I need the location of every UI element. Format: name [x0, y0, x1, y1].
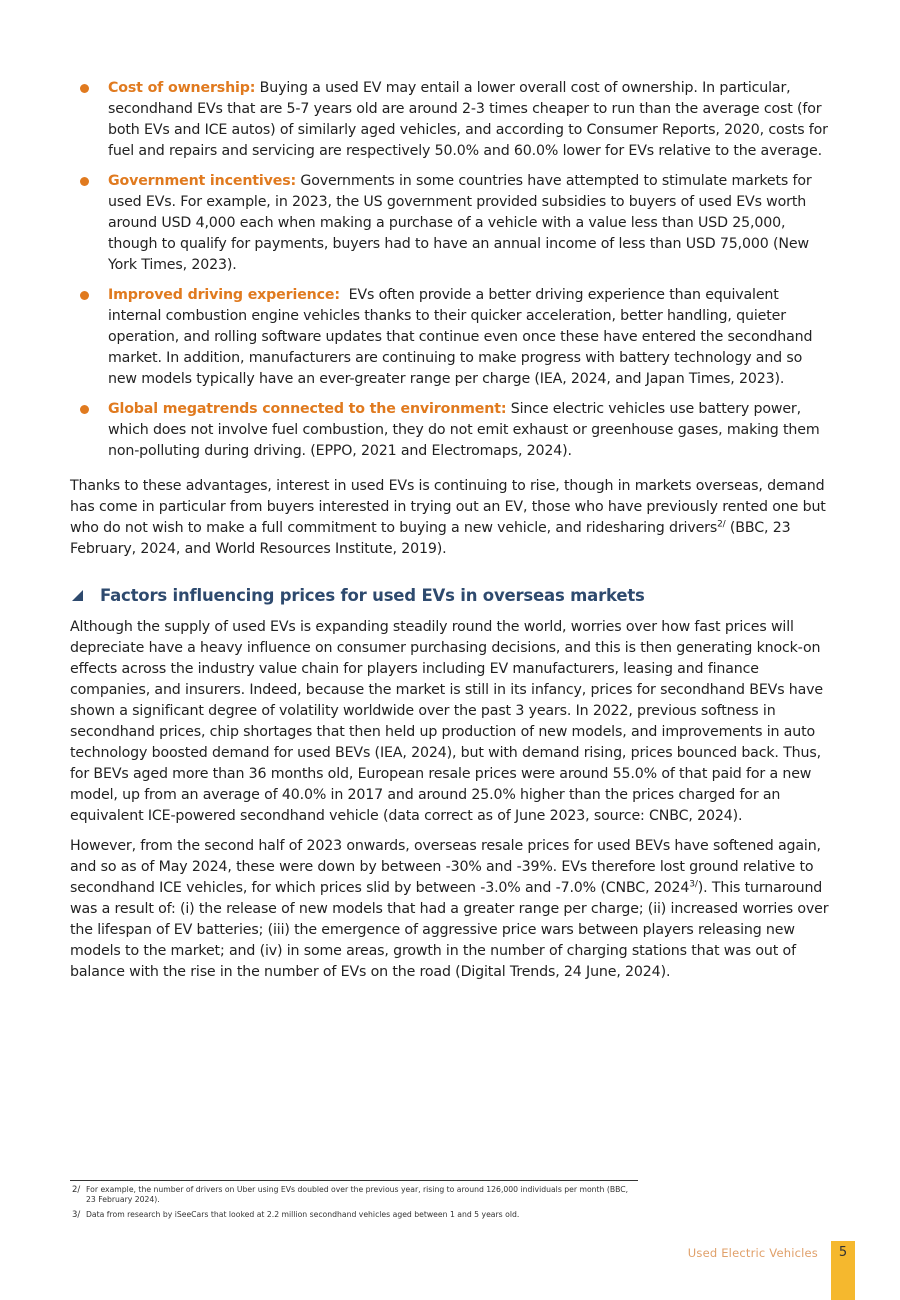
list-item: [70, 285, 832, 390]
bullet-dot-icon: [80, 405, 89, 414]
footnote-text: Data from research by iSeeCars that looked at 2.2 million secondhand vehicles aged between 1 and 5 years old.: [86, 1210, 520, 1219]
footnotes: [70, 1185, 638, 1225]
paragraph-text: Thanks to these advantages, interest in used EVs is continuing to rise, though in markets overseas, demand has come in particular from buyers interested in trying out an EV, those who have previously rented one but who do not wish to make a full commitment to buying a new vehicle, and ridesharing drivers: [70, 478, 826, 536]
footnote-item: [70, 1210, 638, 1220]
bullet-text: Buying a used EV may entail a lower overall cost of ownership. In particular, secondhand EVs that are 5-7 years old are around 2-3 times cheaper to run than the average cost (for both EVs and ICE autos) of similarly aged vehicles, and according to Consumer Reports, 2020, costs for fuel and repairs and servicing are respectively 50.0% and 60.0% lower for EVs relative to the average.: [108, 80, 828, 159]
paragraph-text: ). This turnaround was a result of: (i) the release of new models that had a greater range per charge; (ii) increased worries over the lifespan of EV batteries; (iii) the emergence of aggressive price wars between players releasing new models to the market; and (iv) in some areas, growth in the number of charging stations that was out of balance with the rise in the number of EVs on the road (Digital Trends, 24 June, 2024).: [70, 880, 829, 980]
footnote-item: [70, 1185, 638, 1205]
footnote-divider: [70, 1180, 638, 1181]
bullet-dot-icon: [80, 177, 89, 186]
section-title: Factors influencing prices for used EVs in overseas markets: [100, 586, 645, 605]
footnote-ref-2: 2/: [717, 519, 726, 530]
paragraph-advantages-summary: [70, 476, 832, 560]
triangle-marker-icon: [72, 590, 83, 601]
paragraph-text: (BBC, 23 February, 2024, and World Resources Institute, 2019).: [70, 520, 791, 557]
section-heading: [70, 586, 832, 605]
bullet-label: Cost of ownership:: [108, 80, 256, 96]
bullet-text: EVs often provide a better driving experience than equivalent internal combustion engine vehicles thanks to their quicker acceleration, better handling, quieter operation, and rolling software updates that continue even once these have entered the secondhand market. In addition, manufacturers are continuing to make progress with battery technology and so new models typically have an ever-greater range per charge (IEA, 2024, and Japan Times, 2023).: [108, 287, 817, 387]
bullet-dot-icon: [80, 84, 89, 93]
footnote-ref-3: 3/: [689, 879, 698, 890]
bullet-text: Governments in some countries have attempted to stimulate markets for used EVs. For example, in 2023, the US government provided subsidies to buyers of used EVs worth around USD 4,000 each when making a purchase of a vehicle with a value less than USD 25,000, though to qualify for payments, buyers had to have an annual income of less than USD 75,000 (New York Times, 2023).: [108, 173, 812, 273]
advantages-list: [70, 78, 832, 462]
bullet-text: Since electric vehicles use battery power, which does not involve fuel combustion, they do not emit exhaust or greenhouse gases, making them non-polluting during driving. (EPPO, 2021 and Electromaps, 2024).: [108, 401, 820, 459]
footnote-text: For example, the number of drivers on Uber using EVs doubled over the previous year, rising to around 126,000 individuals per month (BBC, 23 February 2024).: [86, 1185, 629, 1204]
footer-document-title: Used Electric Vehicles: [687, 1246, 818, 1260]
page-body: [70, 78, 832, 992]
bullet-dot-icon: [80, 291, 89, 300]
page-number-tab: [831, 1241, 855, 1300]
footnote-mark: 3/: [72, 1210, 81, 1220]
footnote-mark: 2/: [72, 1185, 81, 1195]
bullet-label: Global megatrends connected to the environment:: [108, 401, 507, 417]
paragraph-text: However, from the second half of 2023 onwards, overseas resale prices for used BEVs have softened again, and so as of May 2024, these were down by between -30% and -39%. EVs therefore lost ground relative to secondhand ICE vehicles, for which prices slid by between -3.0% and -7.0% (CNBC, 2024: [70, 838, 821, 896]
paragraph-price-softening: [70, 836, 832, 983]
list-item: [70, 399, 832, 462]
bullet-label: Improved driving experience:: [108, 287, 340, 303]
page-number: 5: [838, 1245, 848, 1260]
list-item: [70, 171, 832, 276]
bullet-label: Government incentives:: [108, 173, 297, 189]
paragraph-price-factors: Although the supply of used EVs is expanding steadily round the world, worries over how fast prices will depreciate have a heavy influence on consumer purchasing decisions, and this is then generating knock-on effects across the industry value chain for players including EV manufacturers, leasing and finance companies, and insurers. Indeed, because the market is still in its infancy, prices for secondhand BEVs have shown a significant degree of volatility worldwide over the past 3 years. In 2022, previous softness in secondhand prices, chip shortages that then held up production of new models, and improvements in auto technology boosted demand for used BEVs (IEA, 2024), but with demand rising, prices bounced back. Thus, for BEVs aged more than 36 months old, European resale prices were around 55.0% of that paid for a new model, up from an average of 40.0% in 2017 and around 25.0% higher than the prices charged for an equivalent ICE-powered secondhand vehicle (data correct as of June 2023, source: CNBC, 2024).: [70, 619, 824, 824]
list-item: [70, 78, 832, 162]
